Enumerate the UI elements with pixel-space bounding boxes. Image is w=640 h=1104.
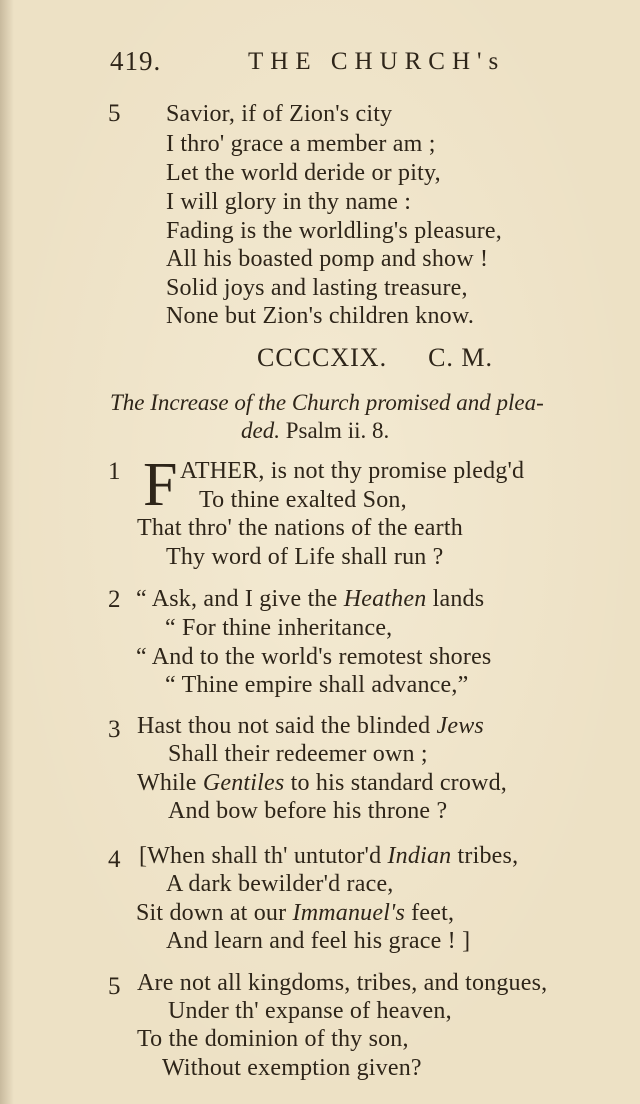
verse-line: ATHER, is not thy promise pledg'd bbox=[180, 458, 525, 484]
verse-line: Savior, if of Zion's city bbox=[166, 101, 393, 127]
verse-line bbox=[139, 842, 518, 870]
verse-line bbox=[137, 712, 484, 740]
verse-number: 5 bbox=[108, 100, 121, 127]
page-number: 419. bbox=[110, 46, 162, 76]
verse-number: 3 bbox=[108, 716, 121, 743]
subtitle-end: ded. bbox=[241, 418, 280, 443]
verse-line: To thine exalted Son, bbox=[199, 487, 407, 513]
verse-line: “ For thine inheritance, bbox=[165, 615, 393, 641]
hymn-subtitle-continued bbox=[241, 417, 389, 445]
verse-line: “ And to the world's remotest shores bbox=[136, 644, 492, 670]
verse-italic-word: Indian bbox=[387, 843, 452, 869]
verse-number: 2 bbox=[108, 586, 121, 613]
scripture-reference: Psalm ii. 8. bbox=[285, 418, 390, 443]
verse-line: Shall their redeemer own ; bbox=[168, 741, 428, 767]
verse-text: feet, bbox=[404, 900, 455, 926]
verse-text: Hast thou not said the blinded bbox=[137, 713, 437, 739]
running-header bbox=[110, 46, 550, 86]
verse-text: Sit down at our bbox=[136, 900, 293, 926]
verse-line: Are not all kingdoms, tribes, and tongues, bbox=[137, 970, 548, 996]
verse-italic-word: Heathen bbox=[343, 586, 427, 612]
verse-italic-word: Immanuel's bbox=[292, 900, 405, 926]
verse-text: [When shall th' untutor'd bbox=[139, 843, 388, 869]
running-title: THE CHURCH's bbox=[248, 48, 506, 75]
verse-text: While bbox=[137, 770, 203, 796]
verse-line: That thro' the nations of the earth bbox=[137, 515, 463, 541]
verse-text: lands bbox=[426, 586, 485, 612]
verse-line: Solid joys and lasting treasure, bbox=[166, 275, 468, 301]
verse-line bbox=[136, 585, 484, 613]
verse-italic-word: Jews bbox=[436, 713, 484, 739]
verse-italic-word: Gentiles bbox=[202, 770, 285, 796]
verse-line: All his boasted pomp and show ! bbox=[166, 246, 489, 272]
verse-line: None but Zion's children know. bbox=[166, 303, 475, 329]
verse-number: 1 bbox=[108, 458, 121, 485]
verse-line: And learn and feel his grace ! ] bbox=[166, 928, 471, 954]
verse-line bbox=[137, 769, 507, 797]
verse-line: Without exemption given? bbox=[162, 1055, 422, 1081]
verse-line: To the dominion of thy son, bbox=[137, 1026, 409, 1052]
verse-line: Thy word of Life shall run ? bbox=[166, 544, 444, 570]
hymn-meter: C. M. bbox=[428, 343, 494, 372]
verse-line: “ Thine empire shall advance,” bbox=[165, 672, 469, 698]
verse-number: 5 bbox=[108, 973, 121, 1000]
verse-line: And bow before his throne ? bbox=[168, 798, 448, 824]
verse-line: Under th' expanse of heaven, bbox=[168, 998, 452, 1024]
verse-line: A dark bewilder'd race, bbox=[166, 871, 394, 897]
verse-line: I will glory in thy name : bbox=[166, 189, 412, 215]
verse-line bbox=[136, 899, 454, 927]
verse-text: “ Ask, and I give the bbox=[136, 586, 344, 612]
gutter-shadow bbox=[0, 0, 14, 1104]
hymn-number: CCCCXIX. bbox=[257, 343, 388, 372]
hymn-subtitle: The Increase of the Church promised and plea- bbox=[110, 390, 544, 415]
verse-number: 4 bbox=[108, 846, 121, 873]
verse-text: tribes, bbox=[451, 843, 519, 869]
drop-cap: F bbox=[143, 451, 178, 519]
verse-text: to his standard crowd, bbox=[284, 770, 507, 796]
hymn-heading bbox=[257, 343, 493, 373]
verse-line: Fading is the worldling's pleasure, bbox=[166, 218, 502, 244]
verse-line: I thro' grace a member am ; bbox=[166, 131, 436, 157]
verse-line: Let the world deride or pity, bbox=[166, 160, 441, 186]
